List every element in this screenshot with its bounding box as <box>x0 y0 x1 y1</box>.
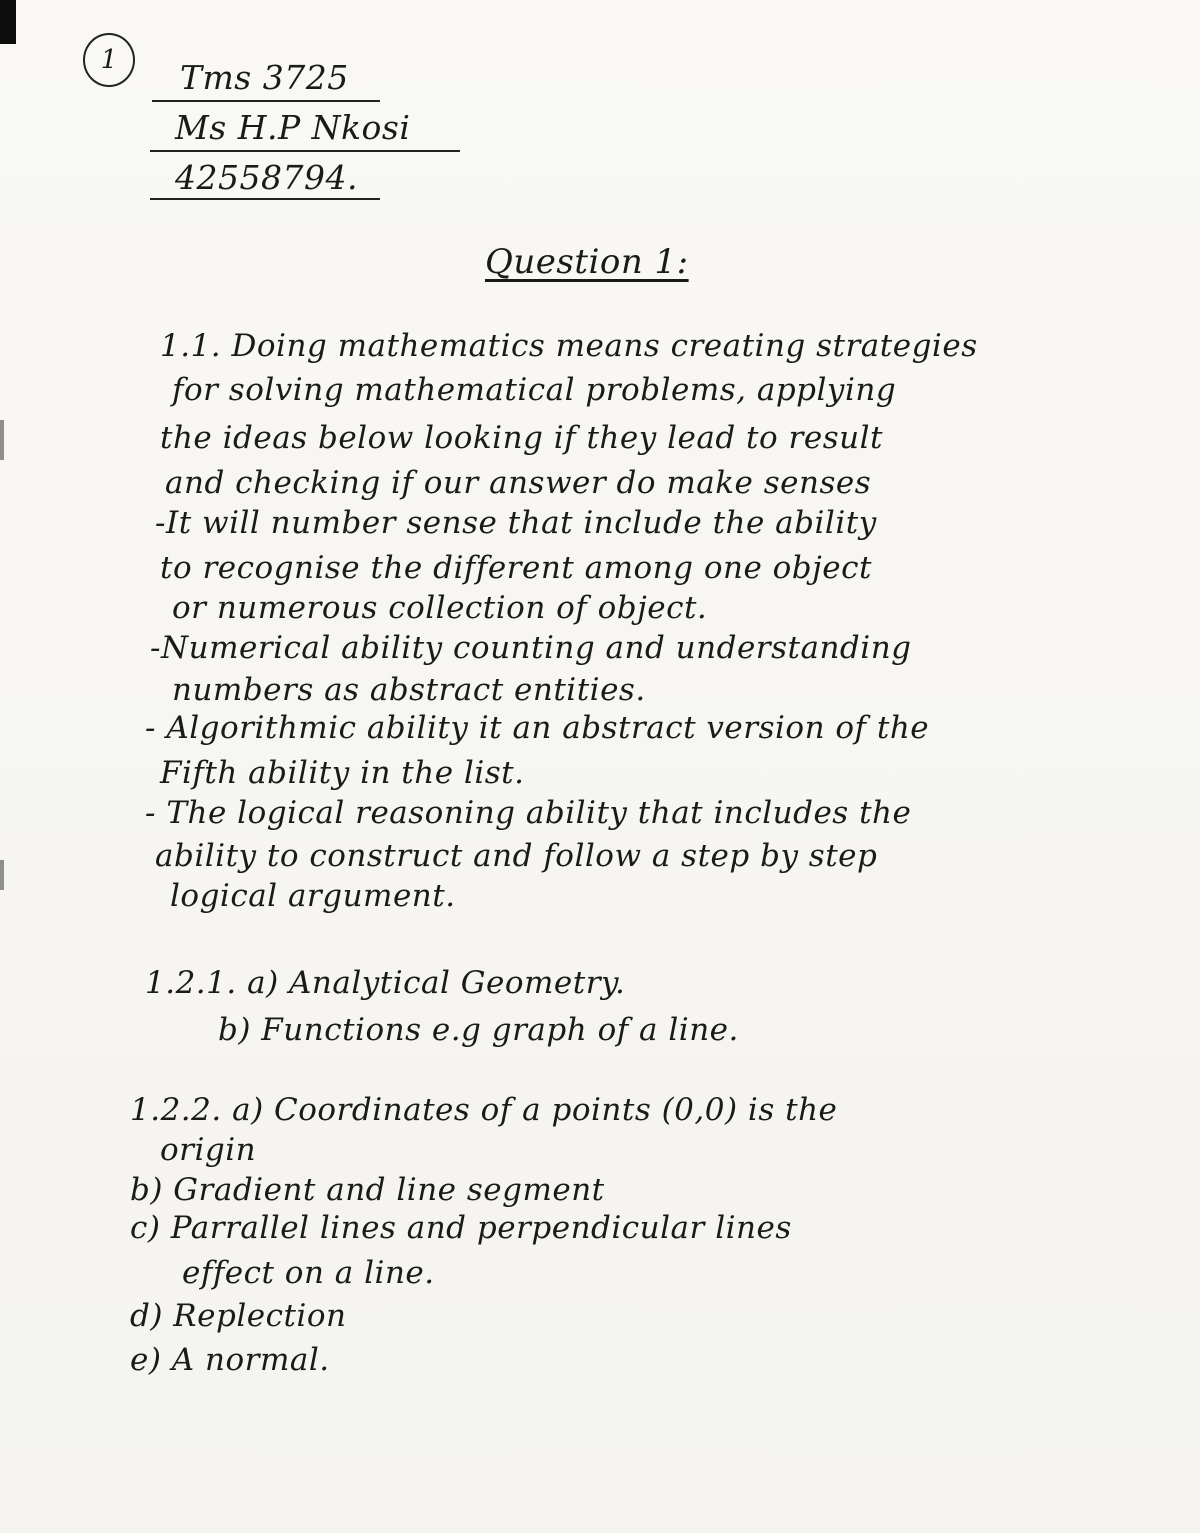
answer-line: 1.2.1. a) Analytical Geometry. <box>145 965 626 1001</box>
answer-line: 1.1. Doing mathematics means creating strategies <box>160 328 978 364</box>
module-code: Tms 3725 <box>180 58 349 97</box>
answer-line: to recognise the different among one object <box>160 550 872 586</box>
question-title: Question 1: <box>485 242 689 282</box>
answer-line: - The logical reasoning ability that includes the <box>145 795 912 831</box>
answer-line: -Numerical ability counting and understanding <box>150 630 912 666</box>
answer-line: effect on a line. <box>182 1255 435 1291</box>
answer-line: logical argument. <box>170 878 456 914</box>
answer-line: and checking if our answer do make senses <box>165 465 872 501</box>
answer-line: 1.2.2. a) Coordinates of a points (0,0) is the <box>130 1092 838 1128</box>
page-number-circle: 1 <box>83 33 135 87</box>
student-name: Ms H.P Nkosi <box>175 108 411 147</box>
header-underline <box>150 198 380 200</box>
page-edge-mark <box>0 420 4 460</box>
answer-line: numbers as abstract entities. <box>172 672 646 708</box>
answer-line: e) A normal. <box>130 1342 330 1378</box>
answer-line: d) Replection <box>130 1298 347 1334</box>
answer-line: b) Functions e.g graph of a line. <box>218 1012 739 1048</box>
answer-line: -It will number sense that include the ability <box>155 505 877 541</box>
answer-line: the ideas below looking if they lead to result <box>160 420 883 456</box>
page-edge-mark <box>0 860 4 890</box>
binding-edge-mark <box>0 0 16 44</box>
header-underline <box>150 150 460 152</box>
header-underline <box>152 100 380 102</box>
answer-line: c) Parrallel lines and perpendicular lines <box>130 1210 792 1246</box>
answer-line: Fifth ability in the list. <box>160 755 525 791</box>
answer-line: - Algorithmic ability it an abstract version of the <box>145 710 930 746</box>
answer-line: for solving mathematical problems, applying <box>172 372 897 408</box>
student-number: 42558794. <box>175 158 358 197</box>
answer-line: b) Gradient and line segment <box>130 1172 605 1208</box>
answer-line: or numerous collection of object. <box>172 590 708 626</box>
answer-line: ability to construct and follow a step by step <box>155 838 878 874</box>
answer-line: origin <box>160 1132 257 1168</box>
